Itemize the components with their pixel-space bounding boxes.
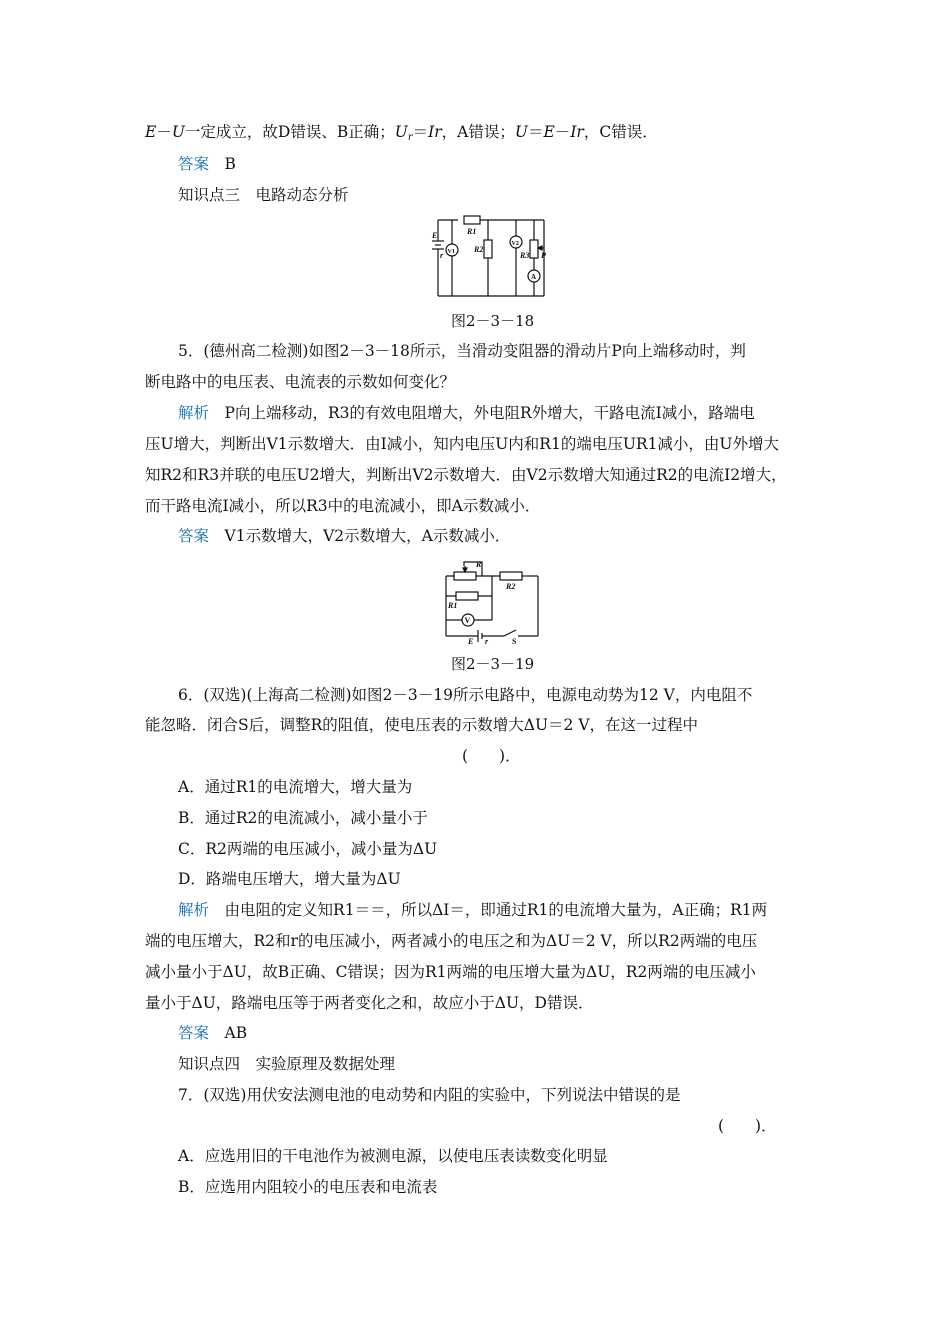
question-7-answer-blank: ( )． xyxy=(718,1117,777,1135)
solution-5-line-4: 而干路电流I减小，所以R3中的电流减小，即A示数减小． xyxy=(145,497,541,515)
text-segment: 一定成立，故D错误、B正确； xyxy=(184,123,395,141)
analysis-label: 解析 xyxy=(178,404,210,422)
solution-5-line-3: 知R2和R3并联的电压U2增大，判断出V2示数增大．由V2示数增大知通过R2的电流I2增大， xyxy=(145,466,787,484)
analysis-label: 解析 xyxy=(178,901,210,919)
symbol-U: U xyxy=(171,123,185,141)
label-R2: R2 xyxy=(474,245,484,254)
knowledge-point-3-heading: 知识点三 电路动态分析 xyxy=(178,186,349,204)
solution-6-line-2: 端的电压增大，R2和r的电压减小，两者减小的电压之和为ΔU＝2 V，所以R2两端的电压 xyxy=(145,932,758,950)
figure-caption-2-3-19: 图2－3－19 xyxy=(451,655,535,673)
answer-label: 答案 xyxy=(178,1024,210,1042)
analysis-text: 由电阻的定义知R1＝＝，所以ΔI＝，即通过R1的电流增大量为，A正确；R1两 xyxy=(224,901,768,919)
knowledge-point-4-heading: 知识点四 实验原理及数据处理 xyxy=(178,1055,396,1073)
answer-label: 答案 xyxy=(178,527,210,545)
text-segment: ，A错误； xyxy=(441,123,515,141)
option-7-A: A．应选用旧的干电池作为被测电源，以使电压表读数变化明显 xyxy=(178,1147,608,1165)
analysis-text: P向上端移动，R3的有效电阻增大，外电阻R外增大，干路电流I减小，路端电 xyxy=(224,404,755,422)
solution-continuation-line xyxy=(145,122,658,142)
label-S: S xyxy=(512,637,517,646)
label-V2: V2 xyxy=(511,241,519,247)
label-V1: V1 xyxy=(447,249,455,255)
text-segment: ，C错误． xyxy=(583,123,658,141)
label-A: A xyxy=(531,273,537,281)
symbol-Ir: Ir xyxy=(428,123,442,141)
question-5-line-1: 5．(德州高二检测)如图2－3－18所示，当滑动变阻器的滑动片P向上端移动时，判 xyxy=(178,342,746,360)
circuit-figure-2-3-18 xyxy=(430,210,555,302)
option-6-C: C．R2两端的电压减小，减小量为ΔU xyxy=(178,840,438,858)
label-R3: R3 xyxy=(520,251,530,260)
label-R: R xyxy=(476,560,482,569)
label-R2: R2 xyxy=(506,582,516,591)
label-r: r xyxy=(485,637,489,646)
text-equals: ＝ xyxy=(412,123,429,141)
answer-value: B xyxy=(224,155,236,173)
solution-6-line-4: 量小于ΔU，路端电压等于两者变化之和，故应小于ΔU，D错误． xyxy=(145,994,594,1012)
answer-6 xyxy=(178,1023,247,1043)
label-r: r xyxy=(440,251,444,260)
solution-5-line-1 xyxy=(178,403,755,423)
symbol-E: E xyxy=(145,123,157,141)
text-minus: － xyxy=(156,123,172,141)
answer-5 xyxy=(178,526,510,546)
label-E: E xyxy=(432,231,438,240)
symbol-Ir: Ir xyxy=(570,123,584,141)
label-P: P xyxy=(541,251,546,260)
label-R1: R1 xyxy=(448,601,458,610)
solution-5-line-2: 压U增大，判断出V1示数增大．由I减小，知内电压U内和R1的端电压UR1减小，由U外增大 xyxy=(145,435,779,453)
answer-1 xyxy=(178,154,236,174)
text-minus: － xyxy=(554,123,571,141)
answer-value: AB xyxy=(224,1024,248,1042)
symbol-U: U xyxy=(394,123,408,141)
answer-value: V1示数增大，V2示数增大，A示数减小． xyxy=(224,527,511,545)
symbol-E: E xyxy=(543,123,555,141)
option-6-D: D．路端电压增大，增大量为ΔU xyxy=(178,870,401,888)
option-7-B: B．应选用内阻较小的电压表和电流表 xyxy=(178,1178,438,1196)
label-V: V xyxy=(464,616,471,625)
text-equals: ＝ xyxy=(527,123,544,141)
circuit-figure-2-3-19 xyxy=(438,558,542,646)
option-6-A: A．通过R1的电流增大，增大量为 xyxy=(178,778,413,796)
label-R1: R1 xyxy=(467,227,477,236)
answer-label: 答案 xyxy=(178,155,210,173)
label-E: E xyxy=(468,637,474,646)
question-7-line-1: 7．(双选)用伏安法测电池的电动势和内阻的实验中，下列说法中错误的是 xyxy=(178,1086,681,1104)
question-6-answer-blank: ( )． xyxy=(462,747,521,765)
question-6-line-1: 6．(双选)(上海高二检测)如图2－3－19所示电路中，电源电动势为12 V，内电阻不 xyxy=(178,686,753,704)
subscript-r: r xyxy=(407,132,413,143)
question-5-line-2: 断电路中的电压表、电流表的示数如何变化？ xyxy=(145,373,456,391)
option-6-B: B．通过R2的电流减小，减小量小于 xyxy=(178,809,428,827)
figure-caption-2-3-18: 图2－3－18 xyxy=(451,312,535,330)
symbol-U: U xyxy=(514,123,528,141)
solution-6-line-1 xyxy=(178,900,767,920)
solution-6-line-3: 减小量小于ΔU，故B正确、C错误；因为R1两端的电压增大量为ΔU，R2两端的电压减小 xyxy=(145,963,756,981)
question-6-line-2: 能忽略．闭合S后，调整R的阻值，使电压表的示数增大ΔU＝2 V，在这一过程中 xyxy=(145,716,699,734)
